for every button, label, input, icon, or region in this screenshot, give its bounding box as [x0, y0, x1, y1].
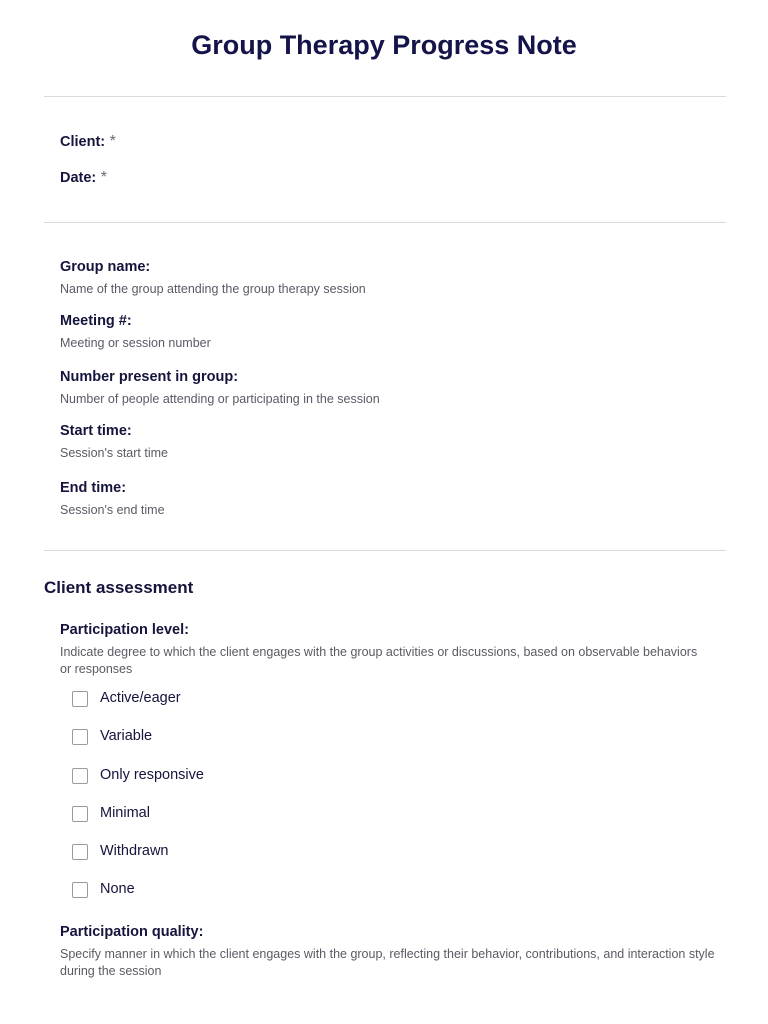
group-name-field[interactable] [60, 259, 740, 298]
option-label: Active/eager [100, 690, 181, 706]
option-withdrawn[interactable] [72, 841, 204, 879]
group-name-hint: Name of the group attending the group therapy session [60, 282, 366, 296]
participation-level-hint: Indicate degree to which the client engages with the group activities or discussions, based on observable behaviors or responses [60, 645, 698, 676]
divider [44, 222, 726, 223]
checkbox[interactable] [72, 729, 88, 745]
end-time-label: End time: [60, 480, 127, 496]
required-marker: * [100, 169, 107, 186]
start-time-field[interactable] [60, 423, 740, 462]
start-time-hint: Session's start time [60, 446, 168, 460]
end-time-field[interactable] [60, 480, 740, 519]
client-field[interactable] [60, 133, 740, 151]
document-title: Group Therapy Progress Note [191, 30, 577, 60]
number-present-hint: Number of people attending or participating in the session [60, 392, 380, 406]
number-present-label: Number present in group: [60, 369, 239, 385]
required-marker: * [109, 133, 116, 150]
number-present-field[interactable] [60, 369, 740, 408]
client-assessment-heading: Client assessment [44, 578, 194, 597]
participation-level-label: Participation level: [60, 622, 189, 638]
option-variable[interactable] [72, 726, 204, 764]
meeting-number-label: Meeting #: [60, 313, 132, 329]
participation-level-field [60, 622, 700, 678]
checkbox[interactable] [72, 691, 88, 707]
checkbox[interactable] [72, 882, 88, 898]
participation-quality-field[interactable] [60, 924, 720, 980]
end-time-hint: Session's end time [60, 503, 165, 517]
participation-quality-hint: Specify manner in which the client engages with the group, reflecting their behavior, contributions, and interaction style during the session [60, 947, 715, 978]
meeting-number-hint: Meeting or session number [60, 336, 211, 350]
date-field[interactable] [60, 169, 740, 187]
option-label: Variable [100, 728, 153, 745]
participation-quality-label: Participation quality: [60, 924, 204, 940]
participation-level-options [72, 688, 204, 918]
divider [44, 550, 726, 551]
client-label: Client: [60, 134, 106, 150]
option-minimal[interactable] [72, 803, 204, 841]
date-label: Date: [60, 170, 97, 186]
option-none[interactable] [72, 879, 204, 917]
divider [44, 96, 726, 97]
checkbox[interactable] [72, 768, 88, 784]
group-name-label: Group name: [60, 259, 151, 275]
option-active-eager[interactable] [72, 688, 204, 726]
option-label: Only responsive [100, 766, 204, 783]
option-label: Minimal [100, 804, 150, 821]
checkbox[interactable] [72, 844, 88, 860]
option-only-responsive[interactable] [72, 765, 204, 803]
start-time-label: Start time: [60, 423, 132, 439]
checkbox[interactable] [72, 806, 88, 822]
meeting-number-field[interactable] [60, 313, 740, 352]
option-label: Withdrawn [100, 843, 169, 860]
option-label: None [100, 881, 135, 898]
